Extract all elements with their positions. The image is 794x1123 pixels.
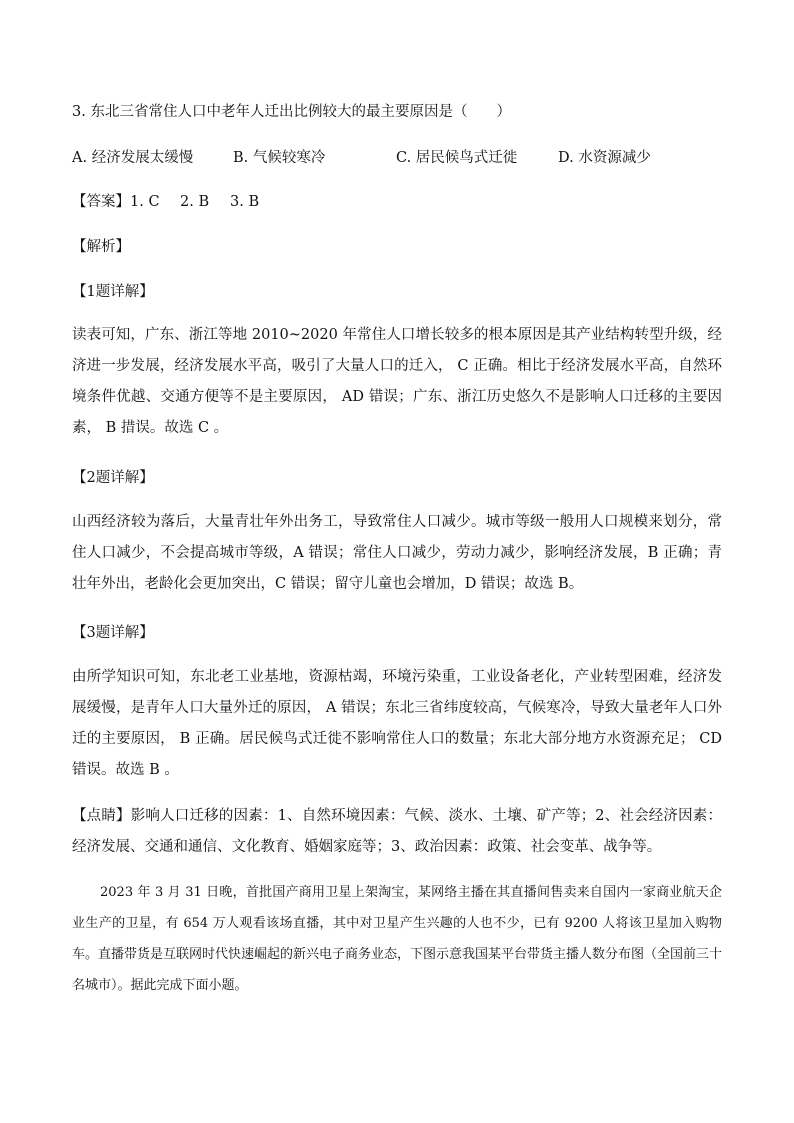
detail-3-label: 【3题详解】 — [72, 625, 154, 641]
answer-1: 1. C — [130, 194, 160, 210]
answer-2: 2. B — [180, 194, 210, 210]
detail-1-text: 读表可知，广东、浙江等地 2010~2020 年常住人口增长较多的根本原因是其产业结构转型升级，经济进一步发展，经济发展水平高，吸引了大量人口的迁入， C 正确。相比于经济发展水平高，自然环境条件优越、交通方便等不是主要原因， AD 错误；广东、浙江历史悠久不是影响人口迁移的主要因素， B 措误。故选 C 。 — [72, 327, 722, 436]
option-c: C. 居民候鸟式迁徙 — [396, 150, 518, 166]
question-3-stem: 3. 东北三省常住人口中老年人迁出比例较大的最主要原因是（ ） — [72, 104, 511, 120]
detail-2-label: 【2题详解】 — [72, 470, 154, 486]
detail-2-text: 山西经济较为落后，大量青壮年外出务工，导致常住人口减少。城市等级一般用人口规模来划分，常住人口减少，不会提高城市等级，A 错误；常住人口减少，劳动力减少，影响经济发展，B 正确；青壮年外出，老龄化会更加突出，C 错误；留守儿童也会增加，D 错误；故选 B。 — [72, 514, 722, 592]
tip-text: 【点睛】影响人口迁移的因素：1、自然环境因素：气候、淡水、土壤、矿产等；2、社会经济因素：经济发展、交通和通信、文化教育、婚姻家庭等；3、政治因素：政策、社会变革、战争等。 — [72, 808, 722, 855]
question-3-options — [72, 148, 732, 168]
answer-line — [72, 192, 259, 212]
option-b: B. 气候较寒冷 — [233, 150, 326, 166]
detail-1-label: 【1题详解】 — [72, 284, 154, 300]
answer-3: 3. B — [230, 194, 260, 210]
intro-text: 2023 年 3 月 31 日晚，首批国产商用卫星上架淘宝，某网络主播在其直播间售卖来自国内一家商业航天企业生产的卫星，有 654 万人观看该场直播，其中对卫星产生兴趣的人也不少，已有 9200 人将该卫星加入购物车。直播带货是互联网时代快速崛起的新兴电子商务业态，下图示意我国某平台带货主播人数分布图（全国前三十名城市）。据此完成下面小题。 — [72, 885, 723, 993]
detail-3-text: 由所学知识可知，东北老工业基地，资源枯竭，环境污染重，工业设备老化，产业转型困难，经济发展缓慢，是青年人口大量外迁的原因， A 错误；东北三省纬度较高，气候寒冷，导致大量老年人口外迁的主要原因， B 正确。居民候鸟式迁徙不影响常住人口的数量；东北大部分地方水资源充足； CD 错误。故选 B 。 — [72, 669, 722, 778]
analysis-label: 【解析】 — [72, 239, 130, 255]
answer-label: 【答案】 — [72, 194, 130, 210]
option-a: A. 经济发展太缓慢 — [72, 150, 194, 166]
option-d: D. 水资源减少 — [558, 150, 651, 166]
